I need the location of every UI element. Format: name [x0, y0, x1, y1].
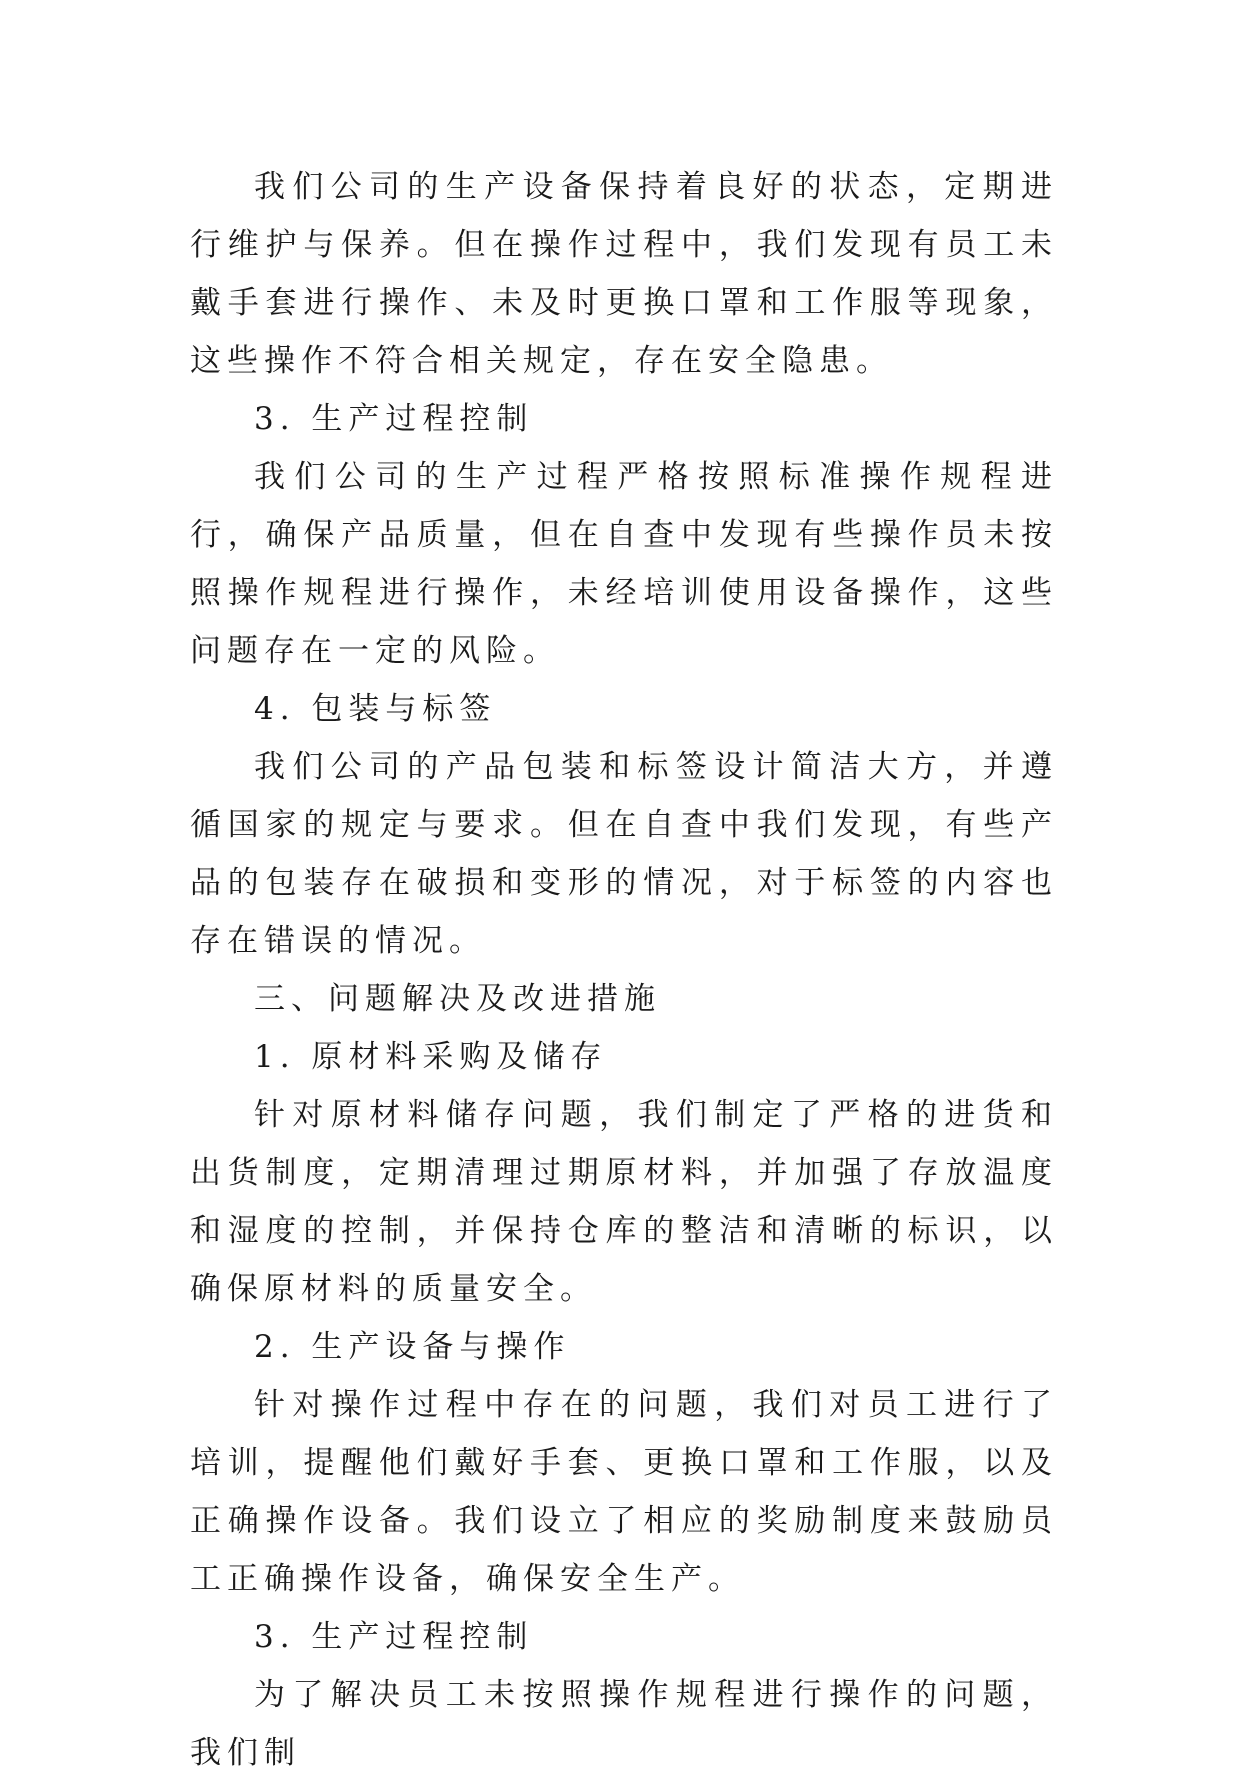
- paragraph-packaging: 我们公司的产品包装和标签设计简洁大方，并遵循国家的规定与要求。但在自查中我们发现，有些产品的包装存在破损和变形的情况，对于标签的内容也存在错误的情况。: [190, 749, 1058, 959]
- heading-production-process-control-2: 3. 生产过程控制: [254, 1619, 534, 1655]
- paragraph-raw-materials: 针对原材料储存问题，我们制定了严格的进货和出货制度，定期清理过期原材料，并加强了存放温度和湿度的控制，并保持仓库的整洁和清晰的标识，以确保原材料的质量安全。: [190, 1097, 1058, 1307]
- heading-section-three: 三、问题解决及改进措施: [254, 981, 661, 1017]
- heading-raw-materials: 1. 原材料采购及储存: [254, 1039, 608, 1075]
- paragraph-equipment-training: 针对操作过程中存在的问题，我们对员工进行了培训，提醒他们戴好手套、更换口罩和工作服，以及正确操作设备。我们设立了相应的奖励制度来鼓励员工正确操作设备，确保安全生产。: [190, 1387, 1058, 1597]
- paragraph-process-fix: 为了解决员工未按照操作规程进行操作的问题，我们制: [190, 1677, 1058, 1771]
- document-body: [190, 158, 1058, 1782]
- paragraph-equipment-status: 我们公司的生产设备保持着良好的状态，定期进行维护与保养。但在操作过程中，我们发现有员工未戴手套进行操作、未及时更换口罩和工作服等现象，这些操作不符合相关规定，存在安全隐患。: [190, 169, 1058, 379]
- paragraph-production-process: 我们公司的生产过程严格按照标准操作规程进行，确保产品质量，但在自查中发现有些操作员未按照操作规程进行操作，未经培训使用设备操作，这些问题存在一定的风险。: [190, 459, 1058, 669]
- heading-production-process-control: 3. 生产过程控制: [254, 401, 534, 437]
- heading-equipment-operation: 2. 生产设备与操作: [254, 1329, 571, 1365]
- heading-packaging-labels: 4. 包装与标签: [254, 691, 497, 727]
